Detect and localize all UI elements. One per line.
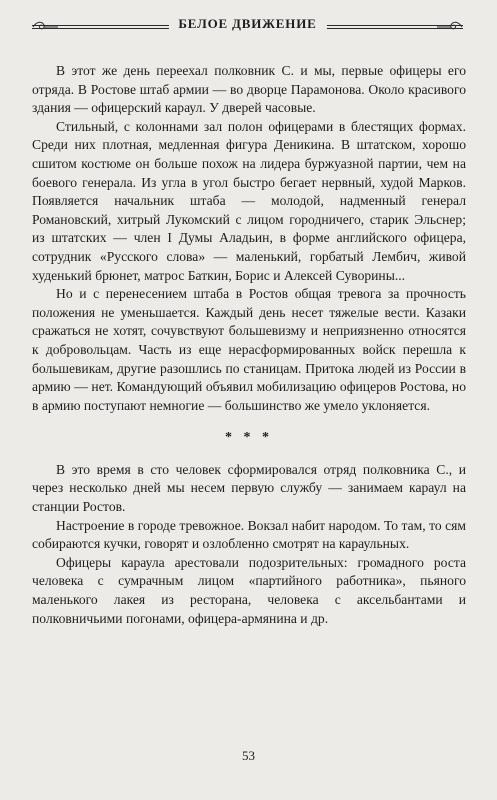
running-title: БЕЛОЕ ДВИЖЕНИЕ — [168, 16, 326, 32]
paragraph: Стильный, с колоннами зал полон офицерами в блестящих формах. Среди них плотная, медленная фигура Деникина. В штатском, хорошо сшитом костюме он больше похож на лидера буржуазной партии, чем на боевого генерала. Из угла в угол быстро бегает нервный, худой Марков. Появляется начальник штаба — молодой, надменный генерал Романовский, хитрый Лукомский с лицом городничего, старик Эльснер; из штатских — член I Думы Аладьин, в форме английского офицера, сотрудник «Русского слова» — маленький, горбатый Лембич, живой худенький брюнет, матрос Баткин, Борис и Алексей Суворины... — [32, 118, 466, 283]
running-header — [32, 8, 463, 46]
header-ornament-right-icon — [437, 20, 463, 34]
header-ornament-left-icon — [32, 20, 58, 34]
page-number: 53 — [242, 748, 255, 763]
paragraph: Но и с перенесением штаба в Ростов общая тревога за прочность положения не уменьшается. Каждый день несет тяжелые вести. Казаки сражаться не хотят, сочувствуют большевизму и неприязненно относятся к добровольцам. Часть из еще нерасформированных войск перешла к большевикам, другие разошлись по станицам. Притока людей из России в армию — нет. Командующий объявил мобилизацию офицеров Ростова, но в армию поступают немногие — большинство же умело уклоняется. — [32, 286, 466, 413]
paragraph: Офицеры караула арестовали подозрительных: громадного роста человека с сумрачным лицом «партийного работника», пьяного маленького лакея из ресторана, человека с аксельбантами и полковничьими погонами, офицера-армянина и др. — [32, 554, 466, 626]
section-separator: * * * — [225, 430, 273, 446]
page-body — [32, 62, 466, 628]
paragraph: В этот же день переехал полковник С. и мы, первые офицеры его отряда. В Ростове штаб армии — во дворце Парамонова. Около красивого здания — офицерский караул. У дверей часовые. — [32, 63, 466, 116]
paragraph: В это время в сто человек сформировался отряд полковника С., и через несколько дней мы несем первую службу — занимаем караул на станции Ростов. — [32, 461, 466, 515]
paragraph: Настроение в городе тревожное. Вокзал набит народом. То там, то сям собираются кучки, говорят и озлобленно смотрят на караульных. — [32, 517, 466, 552]
